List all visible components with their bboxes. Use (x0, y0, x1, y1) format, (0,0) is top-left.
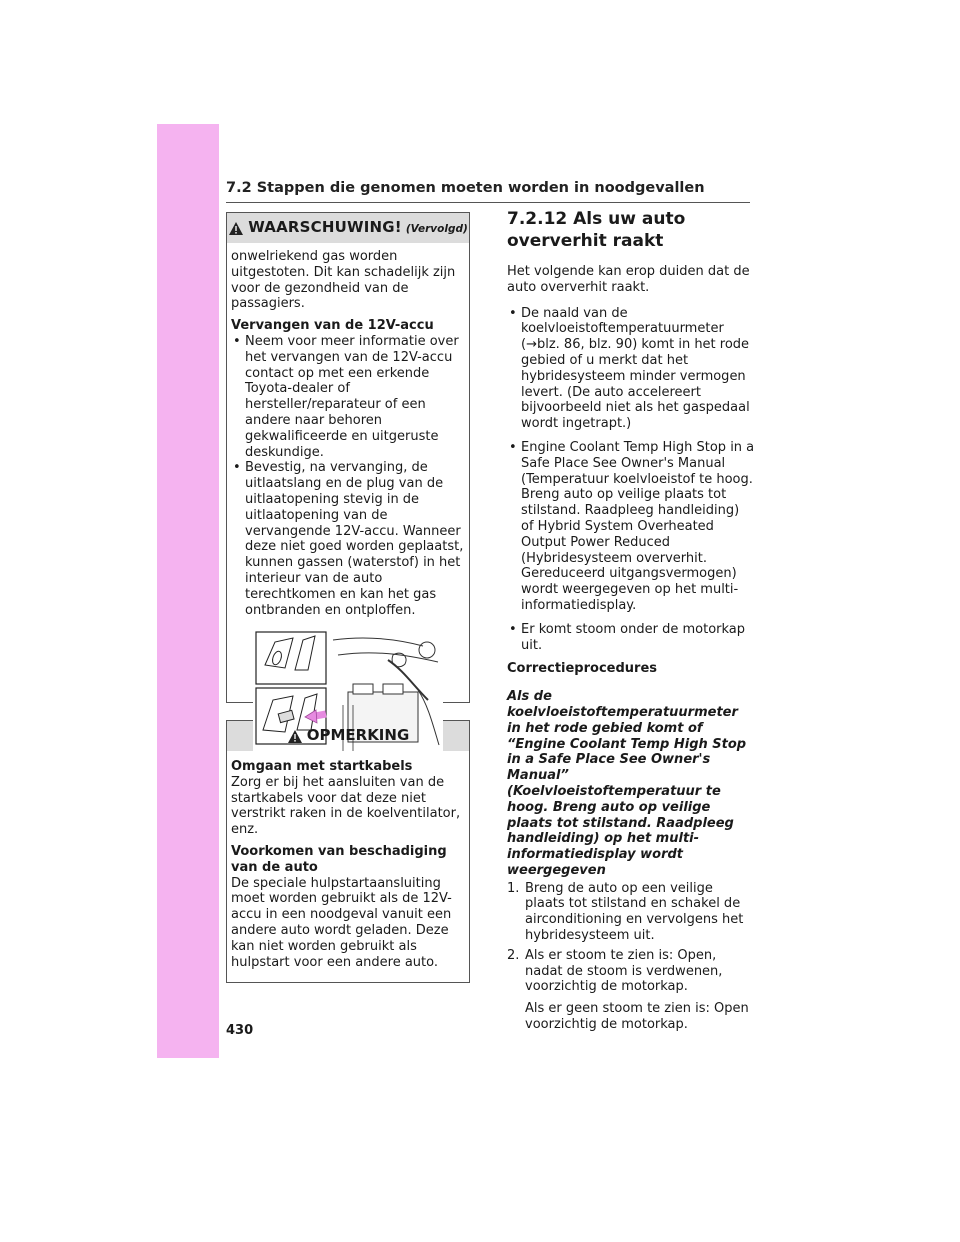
procedure-heading: Als de koelvloeistoftemperatuurmeter in het rode gebied komt of “Engine Coolant Temp High Stop in a Safe Place See Owner's Manual” (Koelvloeistoftemperatuur te hoog. Breng auto op veilige plaats tot stilstand. Raadpleeg handleiding) op het multi-informatiedisplay wordt weergegeven (507, 689, 747, 878)
right-column (507, 208, 755, 1037)
procedures-title: Correctieprocedures (507, 661, 658, 677)
note-text-1: Zorg er bij het aansluiten van de startkabels voor dat deze niet verstrikt raken in de koelventilator, enz. (231, 774, 461, 838)
page-number: 430 (226, 1023, 254, 1038)
list-item: • Er komt stoom onder de motorkap uit. (507, 622, 755, 654)
section-title: 7.2.12 Als uw auto oververhit raakt (507, 209, 686, 251)
warning-intro: onwelriekend gas worden uitgestoten. Dit kan schadelijk zijn voor de gezondheid van de passagiers. (231, 249, 456, 312)
step-number: 2. (507, 947, 520, 963)
left-column (226, 212, 470, 983)
list-item: • De naald van de koelvloeistoftemperatuurmeter (→blz. 86, blz. 90) komt in het rode gebied of u merkt dat het hybridesysteem minder vermogen levert. (De auto accelereert bijvoorbeeld niet als het gaspedaal wordt ingetrapt.) (507, 306, 755, 432)
step-number: 1. (507, 880, 520, 896)
note-title: OPMERKING (306, 726, 410, 745)
warning-subheading: Vervangen van de 12V-accu (231, 318, 434, 334)
note-text-2: De speciale hulpstartaansluiting moet worden gebruikt als de 12V-accu in een noodgeval vanuit een andere auto wordt geladen. Deze kan niet worden gebruikt als hulpstart voor een andere auto. (231, 875, 452, 970)
warning-title: WAARSCHUWING! (248, 218, 402, 237)
step-extra: Als er geen stoom te zien is: Open voorzichtig de motorkap. (525, 1001, 749, 1033)
procedure-step (507, 948, 755, 1033)
note-subheading-1: Omgaan met startkabels (231, 759, 413, 774)
section-intro: Het volgende kan erop duiden dat de auto oververhit raakt. (507, 264, 750, 295)
list-item: • Neem voor meer informatie over het vervangen van de 12V-accu contact op met een erkende Toyota-dealer of hersteller/reparateur of een andere naar behoren gekwalificeerde en uitgeruste deskundige. (231, 334, 465, 460)
warning-triangle-icon (228, 221, 244, 236)
warning-box (226, 212, 470, 703)
note-subheading-2: Voorkomen van beschadiging van de auto (231, 843, 447, 875)
list-item: • Bevestig, na vervanging, de uitlaatslang en de plug van de uitlaatopening stevig in de uitlaatopening van de vervangende 12V-accu. Wanneer deze niet goed worden geplaatst, kunnen gassen (waterstof) in het interieur van de auto terechtkomen en kan het gas ontbranden en ontploffen. (231, 460, 465, 618)
step-text: Breng de auto op een veilige plaats tot stilstand en schakel de airconditioning en vervolgens het hybridesysteem uit. (525, 880, 744, 944)
symptom-list (507, 306, 755, 654)
note-body (227, 751, 469, 982)
warning-body (227, 243, 469, 751)
warning-header (227, 213, 469, 243)
note-box (226, 720, 470, 983)
list-item: • Engine Coolant Temp High Stop in a Safe Place See Owner's Manual (Temperatuur koelvloeistof te hoog. Breng auto op veilige plaats tot stilstand. Raadpleeg handleiding) of Hybrid System Overheated Output Power Reduced (Hybridesysteem oververhit. Gereduceerd uitgangsvermogen) wordt weergegeven op het multi-informatiedisplay. (507, 440, 755, 614)
note-triangle-icon (287, 729, 303, 744)
procedure-steps (507, 881, 755, 1033)
procedure-step (507, 881, 755, 944)
step-text: Als er stoom te zien is: Open, nadat de stoom is verdwenen, voorzichtig de motorkap. (525, 947, 723, 995)
chapter-side-band (157, 124, 219, 1058)
page-header: 7.2 Stappen die genomen moeten worden in noodgevallen (226, 180, 750, 203)
warning-continued: (Vervolgd) (405, 222, 468, 235)
warning-list (231, 334, 465, 618)
